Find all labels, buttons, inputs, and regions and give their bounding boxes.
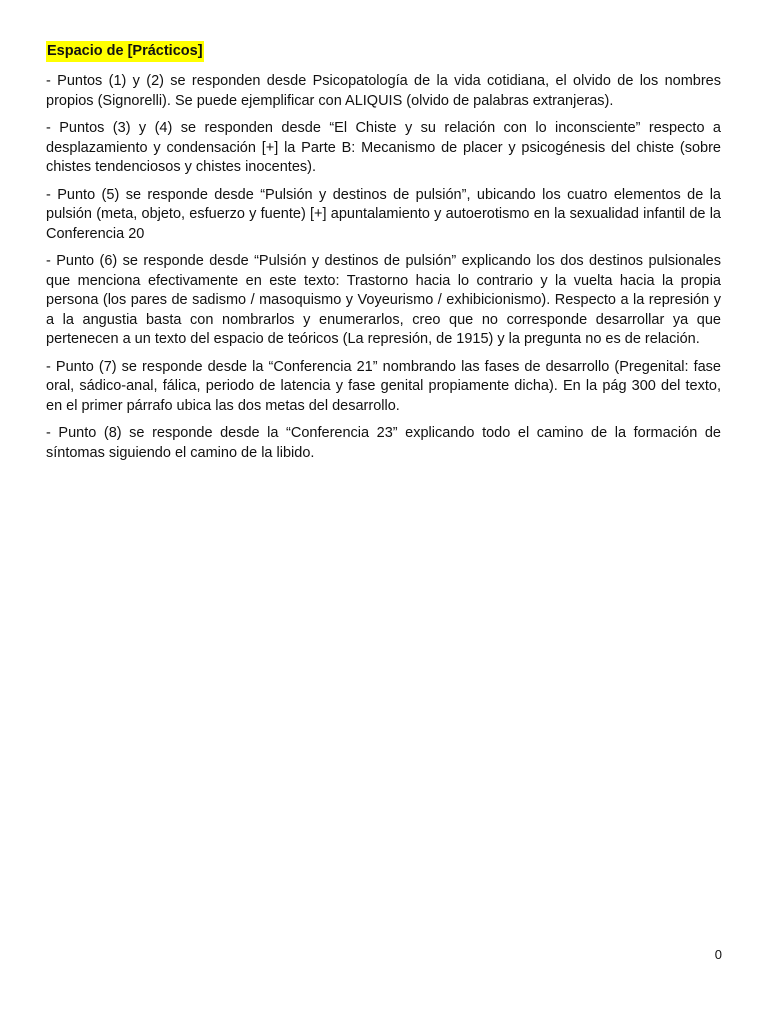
paragraph-punto-7: - Punto (7) se responde desde la “Conferencia 21” nombrando las fases de desarrollo (Pregenital: fase oral, sádico-anal, fálica, periodo de latencia y fase genital propiamente dicha). En la pág 300 del texto, en el primer párrafo ubica las dos metas del desarrollo. <box>46 358 721 414</box>
paragraph-punto-6: - Punto (6) se responde desde “Pulsión y destinos de pulsión” explicando los dos destinos pulsionales que menciona efectivamente en este texto: Trastorno hacia lo contrario y la vuelta hacia la propia persona (los pares de sadismo / masoquismo y Voyeurismo / exhibicionismo). Respecto a la represión y a la angustia basta con nombrarlos y enumerarlos, creo que no corresponde desarrollar ya que pertenecen a un texto del espacio de teóricos (La represión, de 1915) y la pregunta no es de relación. <box>46 253 721 347</box>
document-body <box>46 41 721 471</box>
section-heading: Espacio de [Prácticos] <box>46 41 204 62</box>
paragraph-punto-5: - Punto (5) se responde desde “Pulsión y destinos de pulsión”, ubicando los cuatro elementos de la pulsión (meta, objeto, esfuerzo y fuente) [+] apuntalamiento y autoerotismo en la sexualidad infantil de la Conferencia 20 <box>46 186 721 242</box>
paragraph-puntos-1-2: - Puntos (1) y (2) se responden desde Psicopatología de la vida cotidiana, el olvido de los nombres propios (Signorelli). Se puede ejemplificar con ALIQUIS (olvido de palabras extranjeras). <box>46 73 721 109</box>
paragraph-punto-8: - Punto (8) se responde desde la “Conferencia 23” explicando todo el camino de la formación de síntomas siguiendo el camino de la libido. <box>46 425 721 461</box>
page-number: 0 <box>714 947 722 962</box>
paragraph-puntos-3-4: - Puntos (3) y (4) se responden desde “El Chiste y su relación con lo inconsciente” respecto a desplazamiento y condensación [+] la Parte B: Mecanismo de placer y psicogénesis del chiste (sobre chistes tendenciosos y chistes inocentes). <box>46 120 721 175</box>
